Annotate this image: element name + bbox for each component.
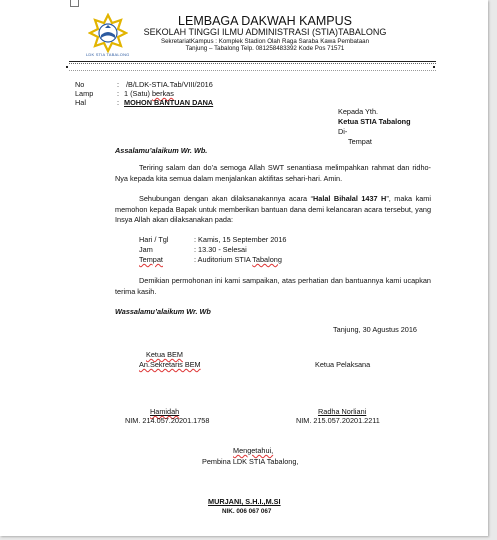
margin-marker-left [66, 66, 68, 68]
left-role-1 [146, 350, 183, 359]
section-separator [69, 70, 436, 71]
final-signer-nik: NIK. 006 067 067 [222, 508, 272, 515]
paragraph-2-end: ”, maka kami memohon kepada Bapak untuk memberikan bantuan dana demi kelancaran acara tersebut, yang Insya Allah akan dilaksanakan pada: [115, 194, 431, 224]
detail-label-place: Tempat [139, 255, 163, 264]
recipient-line-2: Ketua STIA Tabalong [338, 117, 411, 126]
detail-value-time: : 13.30 - Selesai [194, 245, 247, 254]
final-signer-name: MURJANI, S.H.I.,M.SI [208, 497, 281, 506]
detail-value-place [194, 255, 282, 264]
header-rule [69, 61, 436, 62]
hal-label: Hal [75, 98, 86, 107]
lamp-value-unit: berkas [151, 89, 174, 98]
paragraph-1: Teriring salam dan do’a semoga Allah SWT senantiasa melimpahkan rahmat dan ridho-Nya kepada kita semua dalam menjalankan aktifitas sehari-hari. Amin. [115, 163, 431, 183]
no-separator: : [117, 80, 120, 89]
closing-greeting: Wassalamu’alaikum Wr. Wb [115, 307, 211, 316]
left-role-2-text: An.Sekretaris BEM [139, 360, 201, 369]
logo-caption: LDK STIA TABALONG [86, 52, 130, 57]
left-signer-name [150, 407, 179, 416]
detail-value-place-b: Tabalong [252, 255, 282, 264]
approval-role: Pembina LDK STIA Tabalong, [202, 457, 299, 466]
margin-marker-right [433, 66, 435, 68]
recipient-line-4: Tempat [348, 137, 372, 146]
org-address-line-2: Tanjung – Tabalong Telp. 081258483392 Kode Pos 71571 [185, 45, 345, 52]
approval-label: Mengetahui, [233, 446, 274, 455]
lamp-value [124, 89, 174, 98]
paragraph-2-start: Sehubungan dengan akan dilaksanakannya acara “ [139, 194, 314, 203]
recipient-line-3: Di- [338, 127, 348, 136]
hal-value: MOHON BANTUAN DANA [124, 98, 214, 107]
event-name: Halal Bihalal 1437 H [313, 194, 387, 203]
lamp-label: Lamp [75, 89, 94, 98]
left-signer-nim: NIM. 214.057.20201.1758 [125, 416, 210, 425]
left-signer-name-text: Hamidah [150, 407, 180, 416]
left-role-2 [139, 360, 201, 369]
recipient-line-1: Kepada Yth. [338, 107, 379, 116]
letter-date: Tanjung, 30 Agustus 2016 [333, 325, 417, 334]
hal-separator: : [117, 98, 120, 107]
right-signer-nim: NIM. 215.057.20201.2211 [296, 416, 380, 425]
right-role: Ketua Pelaksana [315, 360, 371, 369]
greeting: Assalamu’alaikum Wr. Wb. [115, 146, 208, 155]
detail-value-place-a: : Auditorium STIA [194, 255, 253, 264]
detail-label-time: Jam [139, 245, 153, 254]
ldk-logo-icon [88, 13, 128, 57]
org-subtitle: SEKOLAH TINGGI ILMU ADMINISTRASI (STIA)TABALONG [143, 27, 387, 37]
no-label: No [75, 80, 85, 89]
detail-value-date: : Kamis, 15 September 2016 [194, 235, 287, 244]
org-title: LEMBAGA DAKWAH KAMPUS [178, 14, 352, 28]
detail-label-date: Hari / Tgl [139, 235, 169, 244]
org-address-line-1: SekretariatKampus : Komplek Stadion Olah Raga Saraba Kawa Pembataan [160, 38, 370, 45]
paragraph-2 [115, 194, 431, 226]
header-rule-dotted [69, 63, 436, 64]
left-role-1-text: Ketua BEM [146, 350, 183, 359]
page-corner-marker [70, 0, 79, 7]
paragraph-3: Demikian permohonan ini kami sampaikan, atas perhatian dan bantuannya kami ucapkan terima kasih. [115, 276, 431, 296]
lamp-separator: : [117, 89, 120, 98]
no-value: /B/LDK-STIA.Tab/VIII/2016 [126, 80, 213, 89]
right-signer-name: Radha Norliani [318, 407, 367, 416]
lamp-value-count: 1 (Satu) [124, 89, 152, 98]
